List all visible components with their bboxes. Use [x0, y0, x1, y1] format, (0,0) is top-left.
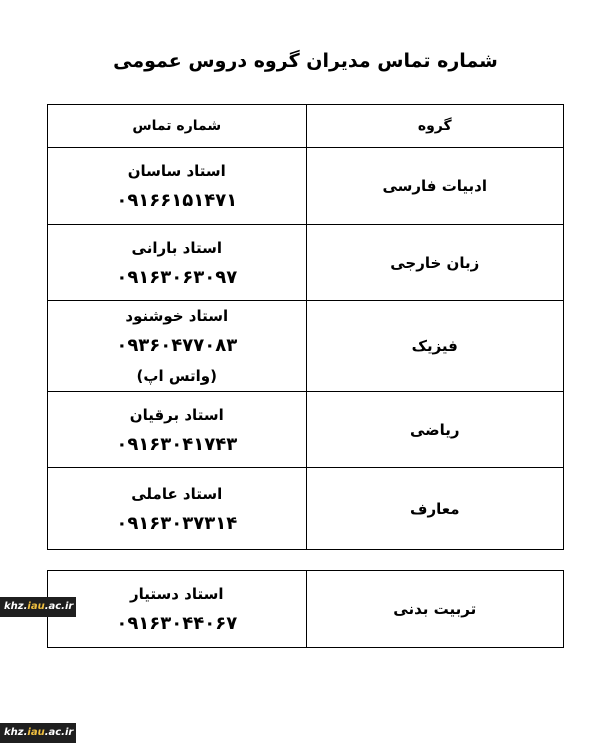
- contact-cell: [48, 571, 307, 648]
- watermark-prefix: khz.: [4, 727, 28, 738]
- contact-cell: [48, 225, 307, 301]
- contact-cell: [48, 148, 307, 225]
- group-cell: معارف: [306, 468, 563, 550]
- contact-phone: ۰۹۱۶۳۰۶۳۰۹۷: [116, 266, 238, 288]
- watermark-accent: iau: [27, 727, 45, 738]
- gap-cell: [48, 550, 307, 571]
- contact-name: استاد ساسان: [127, 162, 226, 180]
- watermark-prefix: khz.: [4, 601, 28, 612]
- contact-cell: [48, 301, 307, 392]
- contact-cell: [48, 392, 307, 468]
- contact-phone: ۰۹۱۶۳۰۳۷۳۱۴: [116, 512, 238, 534]
- table-header-row: [48, 105, 564, 148]
- page-title: شماره تماس مدیران گروه دروس عمومی: [113, 50, 498, 72]
- contact-name: استاد برقیان: [129, 405, 224, 424]
- table-row: [48, 148, 564, 225]
- group-cell: زبان خارجی: [306, 225, 563, 301]
- header-group: گروه: [306, 105, 563, 148]
- table-row: [48, 301, 564, 392]
- contacts-table: [44, 104, 564, 648]
- table-row: [48, 571, 564, 648]
- watermark-logo: [0, 597, 76, 617]
- contact-phone: ۰۹۳۶۰۴۷۷۰۸۳: [116, 335, 238, 356]
- table-gap: [48, 550, 564, 571]
- contact-name: استاد عاملی: [131, 484, 223, 503]
- group-cell: فیزیک: [306, 301, 563, 392]
- contact-cell: [48, 468, 307, 550]
- watermark-suffix: .ac.ir: [44, 601, 74, 612]
- watermark-logo: [0, 723, 76, 743]
- contact-phone: ۰۹۱۶۶۱۵۱۴۷۱: [116, 190, 238, 211]
- contact-phone: ۰۹۱۶۳۰۴۱۷۴۳: [116, 433, 238, 455]
- table-row: [48, 392, 564, 468]
- contact-name: استاد خوشنود: [125, 307, 229, 325]
- contact-name: استاد بارانی: [131, 238, 222, 257]
- table-row: [48, 225, 564, 301]
- watermark-accent: iau: [27, 601, 45, 612]
- contact-phone: ۰۹۱۶۳۰۴۴۰۶۷: [116, 613, 238, 634]
- gap-cell: [306, 550, 563, 571]
- table-row: [48, 468, 564, 550]
- group-cell: ادبیات فارسی: [306, 148, 563, 225]
- header-phone: شماره تماس: [48, 105, 307, 148]
- watermark-suffix: .ac.ir: [44, 727, 74, 738]
- group-cell: تربیت بدنی: [306, 571, 563, 648]
- contact-name: استاد دستیار: [129, 585, 224, 603]
- group-cell: ریاضی: [306, 392, 563, 468]
- contact-note: (واتس اپ): [136, 367, 217, 385]
